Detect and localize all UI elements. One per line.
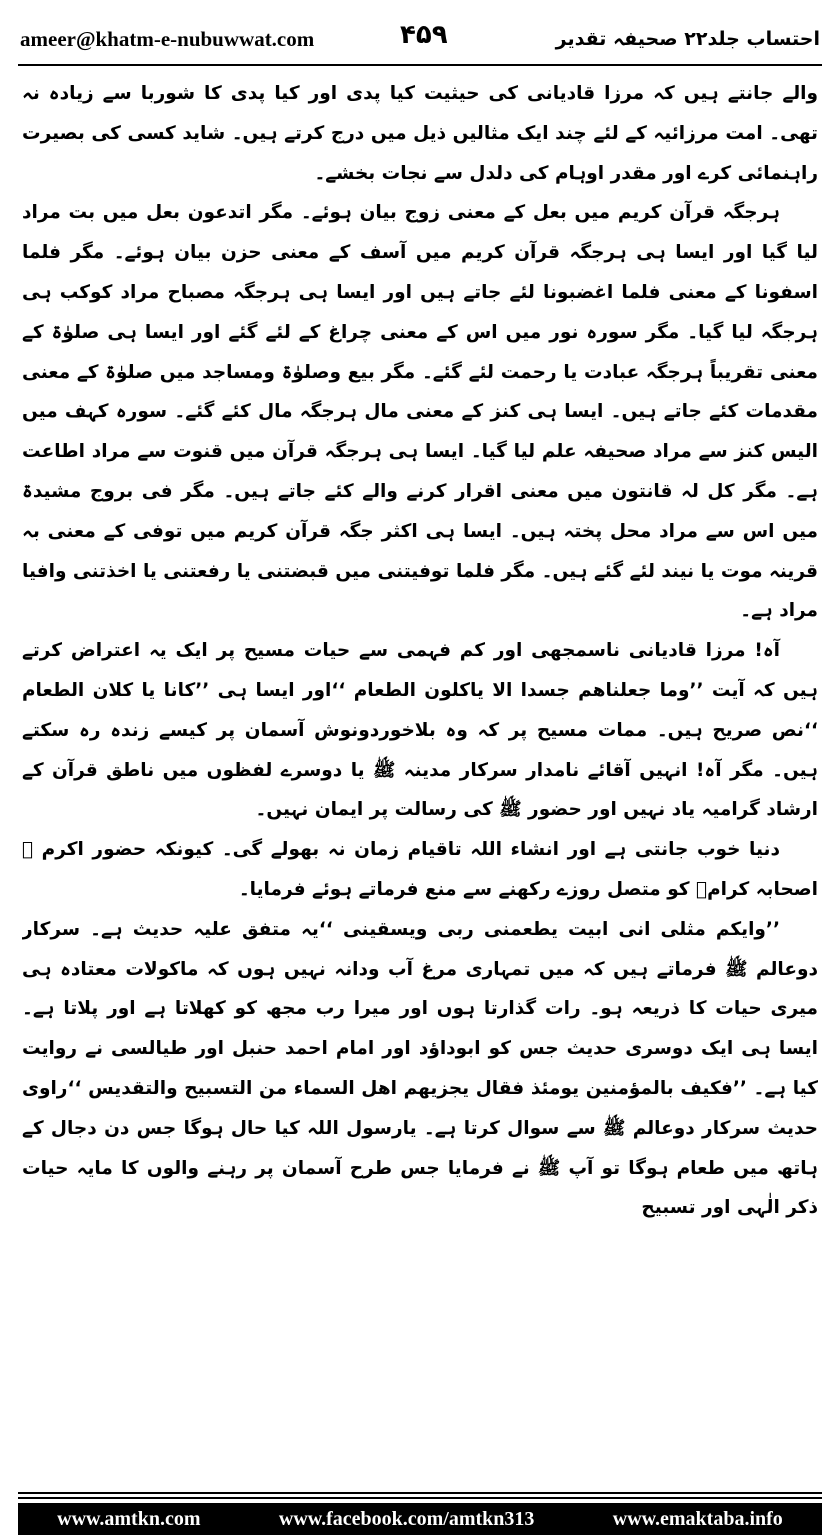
book-title: احتساب جلد۲۲ صحیفہ تقدیر <box>555 28 820 50</box>
header-divider <box>18 64 822 66</box>
paragraph-3: آہ! مرزا قادیانی ناسمجھی اور کم فہمی سے حیات مسیح پر ایک یہ اعتراض کرتے ہیں کہ آیت ’’وما جعلناهم جسدا الا یاکلون الطعام ‘‘اور ایسا ہی ’’کانا یا کلان الطعام ‘‘نص صریح ہیں۔ ممات مسیح پر کہ وہ بلاخوردونوش آسمان پر کیسے زندہ رہ سکتے ہیں۔ مگر آہ! انہیں آقائے نامدار سرکار مدینہ ﷺ یا دوسرے لفظوں میں ناطق قرآن کے ارشاد گرامیہ یاد نہیں اور حضور ﷺ کی رسالت پر ایمان نہیں۔ <box>22 640 818 821</box>
paragraph-4: دنیا خوب جانتی ہے اور انشاء اللہ تاقیام زمان نہ بھولے گی۔ کیونکہ حضور اکرم ﷺ اصحابہ کرامؓ کو متصل روزے رکھنے سے منع فرماتے ہوئے فرمایا۔ <box>22 839 818 900</box>
footer-link-amtkn[interactable]: www.amtkn.com <box>57 1507 201 1530</box>
footer-link-emaktaba[interactable]: www.emaktaba.info <box>612 1507 783 1530</box>
footer-link-facebook[interactable]: www.facebook.com/amtkn313 <box>278 1507 535 1530</box>
paragraph-2: ہرجگہ قرآن کریم میں بعل کے معنی زوج بیان ہوئے۔ مگر اتدعون بعل میں بت مراد لیا گیا اور ایسا ہی ہرجگہ قرآن کریم میں آسف کے معنی حزن بیان ہوئے۔ مگر فلما اسفونا کے معنی فلما اغضبونا لئے جاتے ہیں اور ایسا ہی ہرجگہ مصباح مراد کوکب ہی ہرجگہ لیا گیا۔ مگر سورہ نور میں اس کے معنی چراغ کے لئے گئے اور ایسا ہی صلوٰۃ کے معنی تقریباً ہرجگہ عبادت یا رحمت لئے گئے۔ مگر بیع وصلوٰۃ ومساجد میں صلوٰۃ کے معنی مقدمات کئے جاتے ہیں۔ ایسا ہی کنز کے معنی مال ہرجگہ مال کئے گئے۔ سورہ کہف میں الیس کنز سے مراد صحیفہ علم لیا گیا۔ ایسا ہی ہرجگہ قرآن میں قنوت سے مراد اطاعت ہے۔ مگر کل لہ قانتون میں معنی اقرار کرنے والے کئے جاتے ہیں۔ مگر فی بروج مشیدۃ میں اس سے مراد محل پختہ ہیں۔ ایسا ہی اکثر جگہ قرآن کریم میں توفی کے معنی بہ قرینہ موت یا نیند لئے گئے ہیں۔ مگر فلما توفیتنی میں قبضتنی یا رفعتنی یا اخذتنی وافیا مراد ہے۔ <box>22 202 818 622</box>
footer-bar <box>18 1503 822 1535</box>
page-body <box>22 74 818 1469</box>
page-header <box>20 18 820 60</box>
paragraph-5: ’’وایکم مثلی انی ابیت یطعمنی ربی ویسقینی ‘‘یہ متفق علیہ حدیث ہے۔ سرکار دوعالم ﷺ فرماتے ہیں کہ میں تمہاری مرغ آب ودانہ نہیں ہوں کہ ماکولات معتادہ ہی میری حیات کا ذریعہ ہو۔ رات گذارتا ہوں اور میرا رب مجھ کو کھلاتا ہے اور پلاتا ہے۔ ایسا ہی ایک دوسری حدیث جس کو ابوداؤد اور امام احمد حنبل اور طیالسی نے روایت کیا ہے۔ ’’فکیف بالمؤمنین یومئذ فقال یجزیهم اهل السماء من التسبیح والتقدیس ‘‘راوی حدیث سرکار دوعالم ﷺ سے سوال کرتا ہے۔ یارسول اللہ کیا حال ہوگا جس دن دجال کے ہاتھ میں طعام ہوگا تو آپ ﷺ نے فرمایا جس طرح آسمان پر رہنے والوں کا مایہ حیات ذکر الٰہی اور تسبیح <box>22 918 818 1219</box>
footer-divider-2 <box>18 1497 822 1499</box>
paragraph-1: والے جانتے ہیں کہ مرزا قادیانی کی حیثیت کیا پدی اور کیا پدی کا شوربا سے زیادہ نہ تھی۔ امت مرزائیہ کے لئے چند ایک مثالیں ذیل میں درج کرتے ہیں۔ شاید کسی کی بصیرت راہنمائی کرے اور مقدر اوہام کی دلدل سے نجات بخشے۔ <box>22 83 818 184</box>
header-email: ameer@khatm-e-nubuwwat.com <box>20 26 315 51</box>
footer-divider-1 <box>18 1492 822 1494</box>
page-number: ۴۵۹ <box>400 20 448 50</box>
